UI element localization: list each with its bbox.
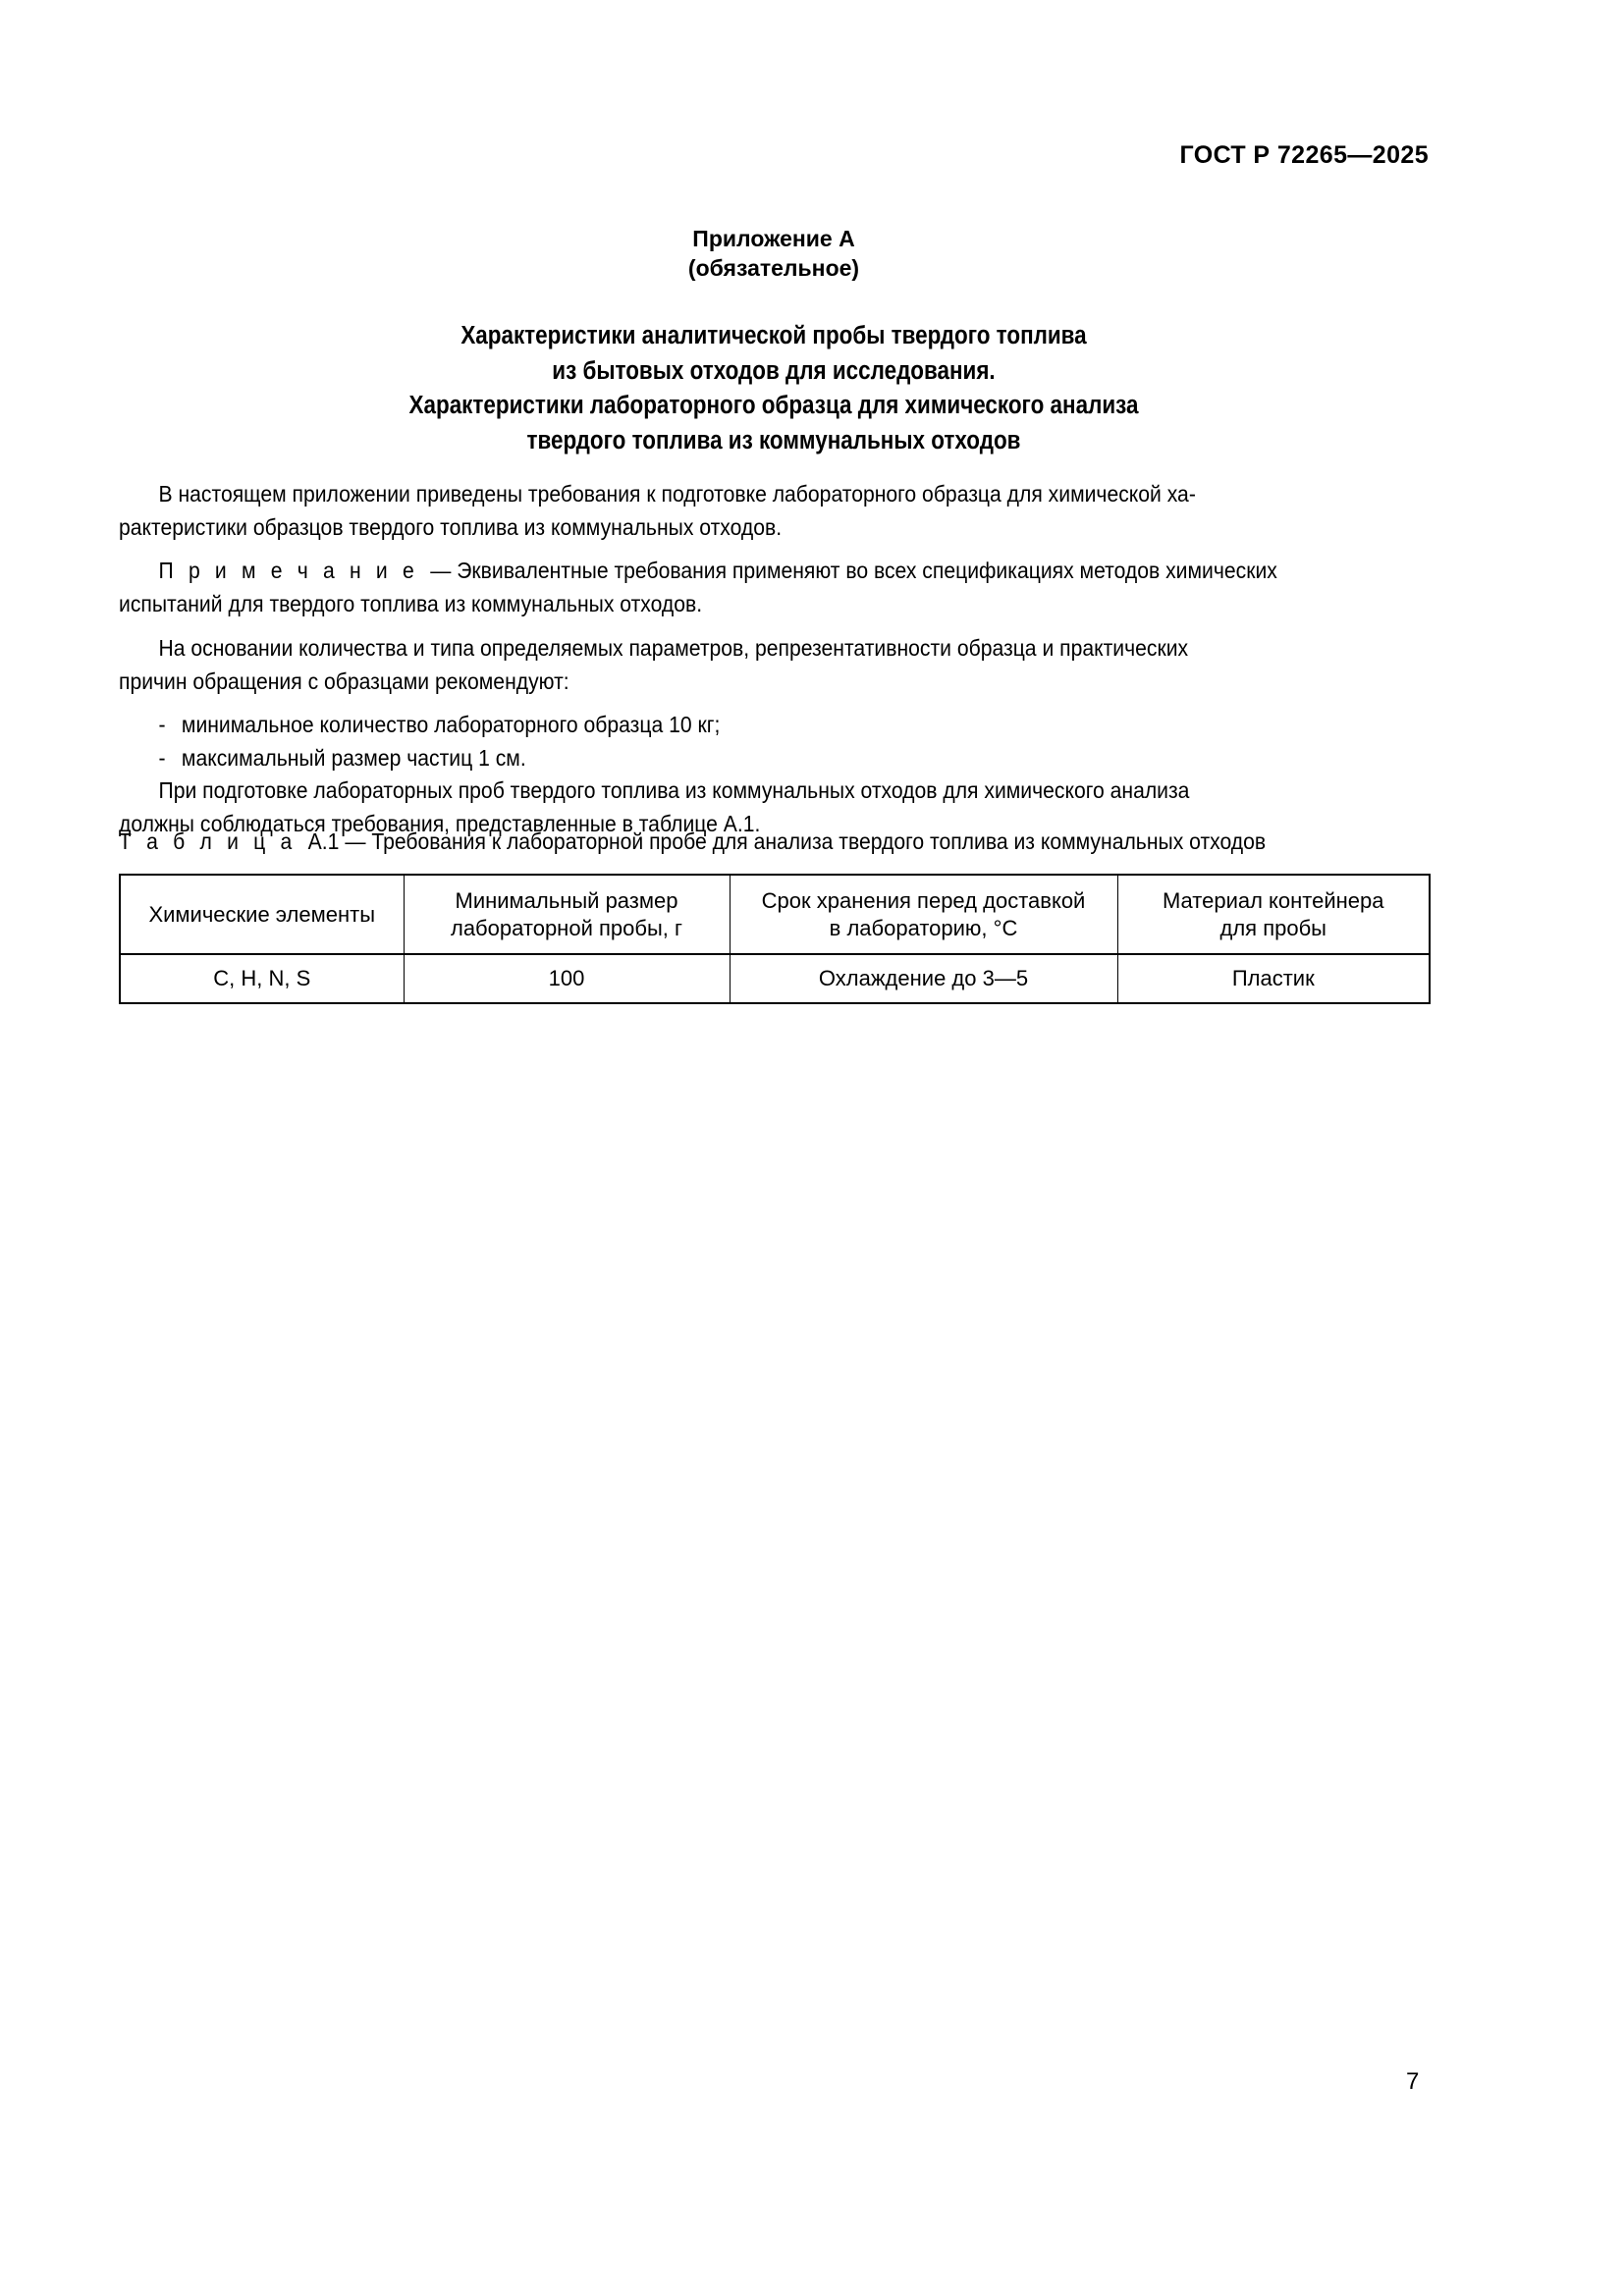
table-a1 bbox=[119, 874, 1431, 1004]
cell-storage-period: Охлаждение до 3—5 bbox=[730, 954, 1117, 1003]
paragraph-intro-line-2: рактеристики образцов твердого топлива из коммунальных отходов. bbox=[119, 513, 783, 540]
paragraph-basis-line-2: причин обращения с образцами рекомендуют: bbox=[119, 667, 569, 694]
list-item bbox=[119, 742, 1298, 775]
table-caption-number: А.1 bbox=[307, 828, 340, 854]
paragraph-basis-line-1: На основании количества и типа определяемых параметров, репрезентативности образца и практических bbox=[158, 635, 1189, 661]
list-item bbox=[119, 709, 1298, 742]
annex-title bbox=[197, 319, 1350, 458]
annex-title-line-2: из бытовых отходов для исследования. bbox=[552, 356, 996, 385]
table-row bbox=[120, 954, 1430, 1003]
paragraph-preparation-line-2: должны соблюдаться требования, представленные в таблице А.1. bbox=[119, 810, 761, 836]
annex-title-line-3: Характеристики лабораторного образца для химического анализа bbox=[408, 392, 1139, 419]
column-header-container-material-line-1: Материал контейнера bbox=[1162, 887, 1384, 913]
column-header-minimum-size-line-2: лабораторной пробы, г bbox=[450, 915, 683, 940]
table-a1-wrapper bbox=[119, 874, 1429, 1004]
bullet-marker-1: - bbox=[158, 712, 166, 737]
page-number: 7 bbox=[1406, 2068, 1420, 2095]
table-caption bbox=[119, 827, 1298, 856]
table-header-row bbox=[120, 875, 1430, 954]
column-header-storage-period-line-1: Срок хранения перед доставкой bbox=[761, 887, 1086, 913]
annex-name: Приложение А bbox=[692, 226, 855, 251]
note-dash: — bbox=[430, 558, 452, 583]
table-caption-text: Требования к лабораторной пробе для анализа твердого топлива из коммунальных отходов bbox=[371, 828, 1267, 854]
bullet-marker-2: - bbox=[158, 744, 166, 771]
paragraph-note bbox=[119, 555, 1429, 620]
column-header-minimum-size bbox=[404, 875, 730, 954]
table-caption-label: Т а б л и ц а bbox=[119, 828, 297, 854]
column-header-storage-period bbox=[730, 875, 1117, 954]
document-header-standard-number: ГОСТ Р 72265—2025 bbox=[1179, 141, 1429, 169]
cell-container-material: Пластик bbox=[1117, 954, 1430, 1003]
paragraph-intro bbox=[119, 478, 1429, 544]
cell-minimum-size: 100 bbox=[404, 954, 730, 1003]
column-header-storage-period-line-2: в лабораторию, °C bbox=[829, 915, 1018, 940]
list-item-text-1: минимальное количество лабораторного образца 10 кг; bbox=[181, 712, 721, 737]
column-header-container-material bbox=[1117, 875, 1430, 954]
paragraph-preparation-line-1: При подготовке лабораторных проб твердого топлива из коммунальных отходов для химического анализа bbox=[158, 777, 1190, 803]
annex-kind: (обязательное) bbox=[687, 255, 860, 281]
paragraph-note-line-2: испытаний для твердого топлива из коммунальных отходов. bbox=[119, 590, 703, 616]
annex-title-line-1: Характеристики аналитической пробы твердого топлива bbox=[460, 322, 1087, 349]
table-caption-dash: — bbox=[345, 828, 366, 854]
note-label: П р и м е ч а н и е bbox=[158, 558, 419, 583]
paragraph-basis bbox=[119, 632, 1429, 698]
column-header-minimum-size-line-1: Минимальный размер bbox=[455, 887, 678, 913]
note-text-line-1: Эквивалентные требования применяют во всех спецификациях методов химических bbox=[457, 558, 1277, 583]
paragraph-note-line-1 bbox=[119, 555, 1298, 588]
annex-heading-block bbox=[119, 224, 1429, 283]
recommendation-list bbox=[119, 709, 1429, 774]
column-header-container-material-line-2: для пробы bbox=[1219, 915, 1326, 940]
column-header-chemical-elements-line-1: Химические элементы bbox=[148, 901, 376, 927]
annex-title-line-4: твердого топлива из коммунальных отходов bbox=[526, 426, 1021, 454]
paragraph-intro-line-1: В настоящем приложении приведены требования к подготовке лабораторного образца для химической ха- bbox=[158, 481, 1196, 507]
cell-chemical-elements: C, H, N, S bbox=[120, 954, 404, 1003]
column-header-chemical-elements bbox=[120, 875, 404, 954]
list-item-text-2: максимальный размер частиц 1 см. bbox=[181, 744, 526, 771]
